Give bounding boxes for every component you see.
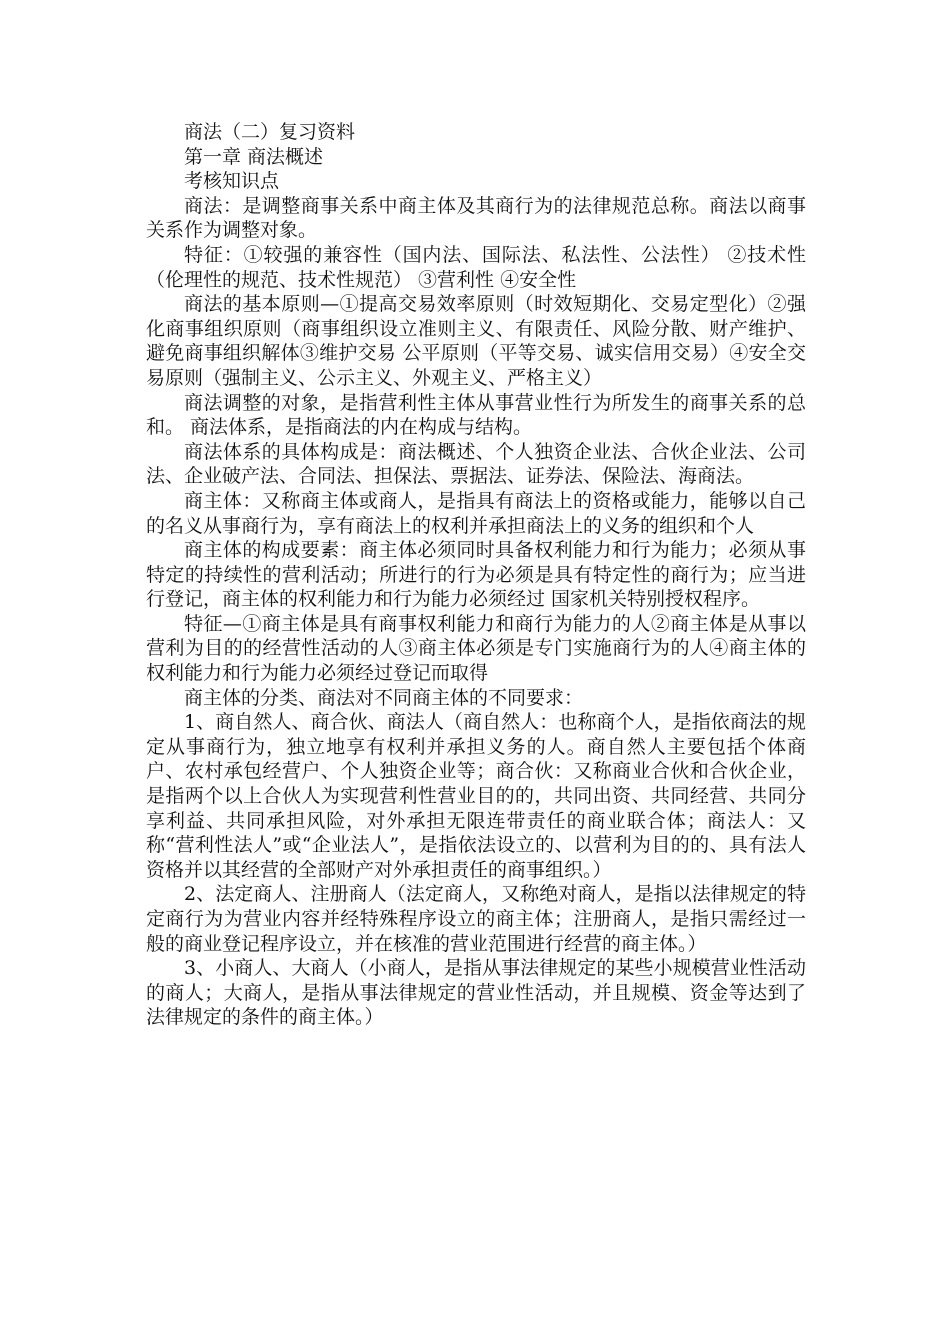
paragraph-item-2: 2、法定商人、注册商人（法定商人，又称绝对商人，是指以法律规定的特定商行为为营业内容并经特殊程序设立的商主体；注册商人，是指只需经过一般的商业登记程序设立，并在核准的营业范围进行经营的商主体。） — [146, 883, 806, 955]
section-heading: 考核知识点 — [184, 170, 280, 193]
paragraph-definition: 商法：是调整商事关系中商主体及其商行为的法律规范总称。商法以商事关系作为调整对象。 — [146, 194, 806, 242]
paragraph-object: 商法调整的对象，是指营利性主体从事营业性行为所发生的商事关系的总和。 商法体系，是指商法的内在构成与结构。 — [146, 391, 806, 439]
paragraph-item-3: 3、小商人、大商人（小商人，是指从事法律规定的某些小规模营业性活动的商人；大商人，是指从事法律规定的营业性活动，并且规模、资金等达到了法律规定的条件的商主体。） — [146, 957, 806, 1029]
paragraph-principles: 商法的基本原则—①提高交易效率原则（时效短期化、交易定型化）②强化商事组织原则（商事组织设立准则主义、有限责任、风险分散、财产维护、避免商事组织解体③维护交易 公平原则（平等交易、诚实信用交易）④安全交易原则（强制主义、公示主义、外观主义、严格主义） — [146, 293, 806, 389]
document-title: 商法（二）复习资料 — [184, 121, 356, 143]
paragraph-item-1: 1、商自然人、商合伙、商法人（商自然人：也称商个人，是指依商法的规定从事商行为，独立地享有权利并承担义务的人。商自然人主要包括个体商户、农村承包经营户、个人独资企业等；商合伙：又称商业合伙和合伙企业，是指两个以上合伙人为实现营利性营业目的的，共同出资、共同经营、共同分享利益、共同承担风险，对外承担无限连带责任的商业联合体；商法人：又称“营利性法人”或“企业法人”，是指依法设立的、以营利为目的的、具有法人资格并以其经营的全部财产对外承担责任的商事组织。） — [146, 711, 806, 881]
paragraph-features: 特征：①较强的兼容性（国内法、国际法、私法性、公法性） ②技术性（伦理性的规范、技术性规范） ③营利性 ④安全性 — [146, 243, 806, 291]
paragraph-elements: 商主体的构成要素：商主体必须同时具备权利能力和行为能力；必须从事特定的持续性的营利活动；所进行的行为必须是具有特定性的商行为；应当进行登记，商主体的权利能力和行为能力必须经过 国家机关特别授权程序。 — [146, 539, 806, 611]
document-page — [146, 120, 806, 1030]
paragraph-system: 商法体系的具体构成是：商法概述、个人独资企业法、合伙企业法、公司法、企业破产法、合同法、担保法、票据法、证券法、保险法、海商法。 — [146, 440, 806, 488]
paragraph-subject-features: 特征—①商主体是具有商事权利能力和商行为能力的人②商主体是从事以营利为目的的经营性活动的人③商主体必须是专门实施商行为的人④商主体的权利能力和行为能力必须经过登记而取得 — [146, 612, 806, 685]
paragraph-classification: 商主体的分类、商法对不同商主体的不同要求： — [184, 686, 584, 709]
paragraph-subject: 商主体：又称商主体或商人，是指具有商法上的资格或能力，能够以自己的名义从事商行为，享有商法上的权利并承担商法上的义务的组织和个人 — [146, 489, 806, 537]
chapter-heading: 第一章 商法概述 — [184, 145, 324, 168]
